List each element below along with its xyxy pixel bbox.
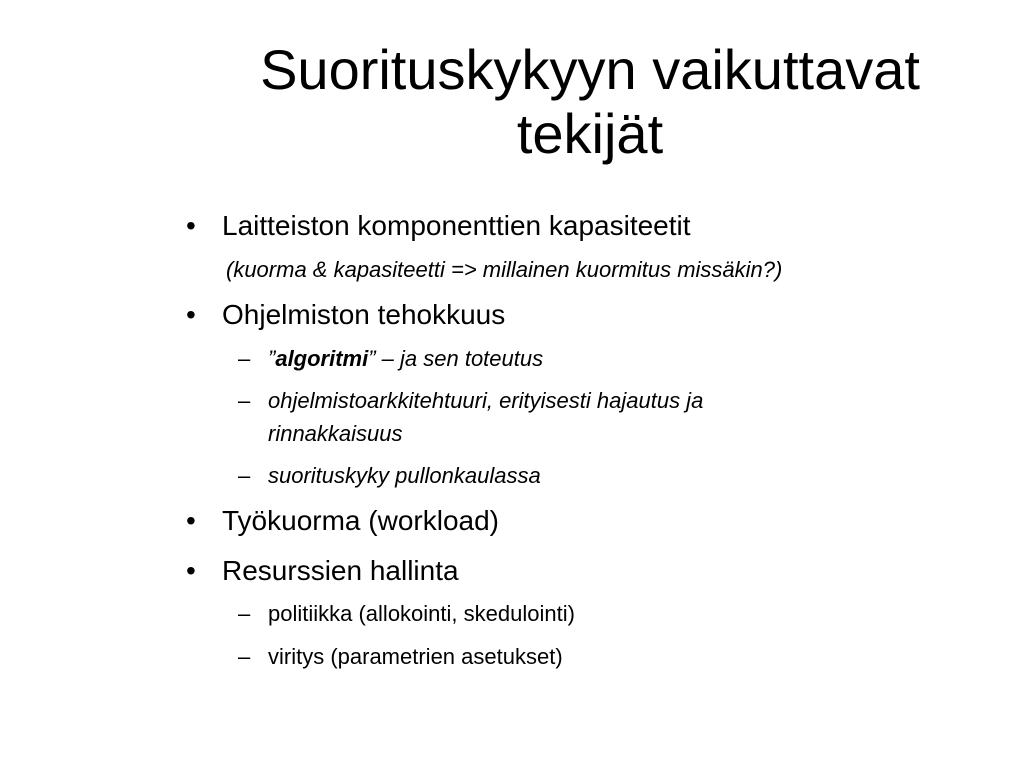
slide-title-line2: tekijät [516,102,664,165]
dash-marker: – [238,463,251,488]
bullet-marker: • [186,299,196,330]
sub-item-algorithm-rest: ” – ja sen toteutus [368,346,544,371]
sub-item-bottleneck: suorituskyky pullonkaulassa [268,463,541,488]
bullet-note-load-capacity: (kuorma & kapasiteetti => millainen kuormitus missäkin?) [226,257,783,282]
bullet-marker: • [186,555,196,586]
slide-title [180,38,1000,166]
bullet-item-software-efficiency: Ohjelmiston tehokkuus [222,299,506,330]
sub-item-architecture-line2: rinnakkaisuus [268,421,403,446]
slide-title-line1: Suorituskykyyn vaikuttavat [260,38,920,101]
sub-item-architecture-line1: ohjelmistoarkkitehtuuri, erityisesti hajautus ja [268,388,704,413]
bullet-marker: • [186,505,196,536]
sub-item-algorithm [268,343,543,375]
sub-item-algorithm-bold: algoritmi [275,346,369,371]
dash-marker: – [238,644,251,669]
sub-item-algorithm-prefix: ” [268,346,276,371]
sub-item-policy: politiikka (allokointi, skedulointi) [268,601,575,626]
dash-marker: – [238,601,251,626]
sub-item-tuning: viritys (parametrien asetukset) [268,644,563,669]
dash-marker: – [238,346,251,371]
bullet-item-workload: Työkuorma (workload) [222,505,499,536]
bullet-marker: • [186,210,196,241]
bullet-item-resource-management: Resurssien hallinta [222,555,459,586]
bullet-item-hardware-capacity: Laitteiston komponenttien kapasiteetit [222,210,691,241]
dash-marker: – [238,388,251,413]
